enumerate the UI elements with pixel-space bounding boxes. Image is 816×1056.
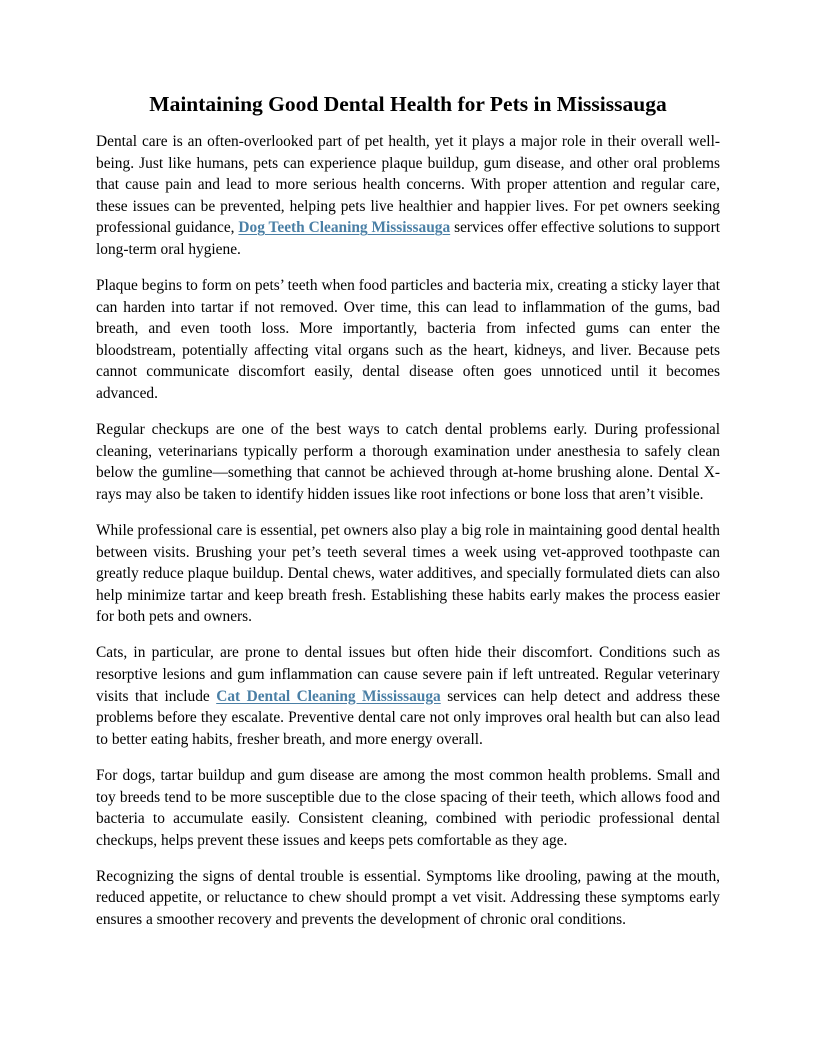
paragraph-plaque: Plaque begins to form on pets’ teeth when food particles and bacteria mix, creating a sticky layer that can harden into tartar if not removed. Over time, this can lead to inflammation of the gums, bad breath, and even tooth loss. More importantly, bacteria from infected gums can enter the bloodstream, potentially affecting vital organs such as the heart, kidneys, and liver. Because pets cannot communicate discomfort easily, dental disease often goes unnoticed until it becomes advanced.	[96, 277, 720, 403]
paragraph-text: services can help detect and address these problems before they escalate. Preventive dental care not only improves oral health but can also lead to better eating habits, fresher breath, and more energy overall.	[96, 687, 720, 748]
paragraph-text: Dental care is an often-overlooked part of pet health, yet it plays a major role in their overall well-being. Just like humans, pets can experience plaque buildup, gum disease, and other oral problems that cause pain and lead to more serious health concerns. With proper attention and regular care, these issues can be prevented, helping pets live healthier and happier lives. For pet owners seeking professional guidance,	[96, 133, 720, 237]
document-page	[96, 90, 720, 945]
dog-teeth-cleaning-link[interactable]: Dog Teeth Cleaning Mississauga	[238, 219, 451, 237]
cat-dental-cleaning-link[interactable]: Cat Dental Cleaning Mississauga	[216, 687, 441, 705]
paragraph-dogs: For dogs, tartar buildup and gum disease are among the most common health problems. Small and toy breeds tend to be more susceptible due to the close spacing of their teeth, which allows food and bacteria to accumulate easily. Consistent cleaning, combined with periodic professional dental checkups, helps prevent these issues and keeps pets comfortable as they age.	[96, 766, 720, 849]
paragraph-text: Cats, in particular, are prone to dental issues but often hide their discomfort. Conditions such as resorptive lesions and gum inflammation can cause severe pain if left untreated. Regular veterinary visits that include	[96, 644, 720, 705]
paragraph-text: services offer effective solutions to support long-term oral hygiene.	[96, 219, 720, 258]
paragraph-cats	[96, 642, 720, 750]
paragraph-checkups: Regular checkups are one of the best ways to catch dental problems early. During professional cleaning, veterinarians typically perform a thorough examination under anesthesia to safely clean below the gumline—something that cannot be achieved through at-home brushing alone. Dental X-rays may also be taken to identify hidden issues like root infections or bone loss that aren’t visible.	[96, 421, 720, 503]
paragraph-intro	[96, 131, 720, 261]
paragraph-warning-signs: Recognizing the signs of dental trouble is essential. Symptoms like drooling, pawing at the mouth, reduced appetite, or reluctance to chew should prompt a vet visit. Addressing these symptoms early ensures a smoother recovery and prevents the development of chronic oral conditions.	[96, 867, 720, 928]
paragraph-home-care: While professional care is essential, pet owners also play a big role in maintaining good dental health between visits. Brushing your pet’s teeth several times a week using vet-approved toothpaste can greatly reduce plaque buildup. Dental chews, water additives, and specially formulated diets can also help minimize tartar and keep breath fresh. Establishing these habits early makes the process easier for both pets and owners.	[96, 522, 720, 626]
page-title: Maintaining Good Dental Health for Pets in Mississauga	[149, 92, 667, 116]
